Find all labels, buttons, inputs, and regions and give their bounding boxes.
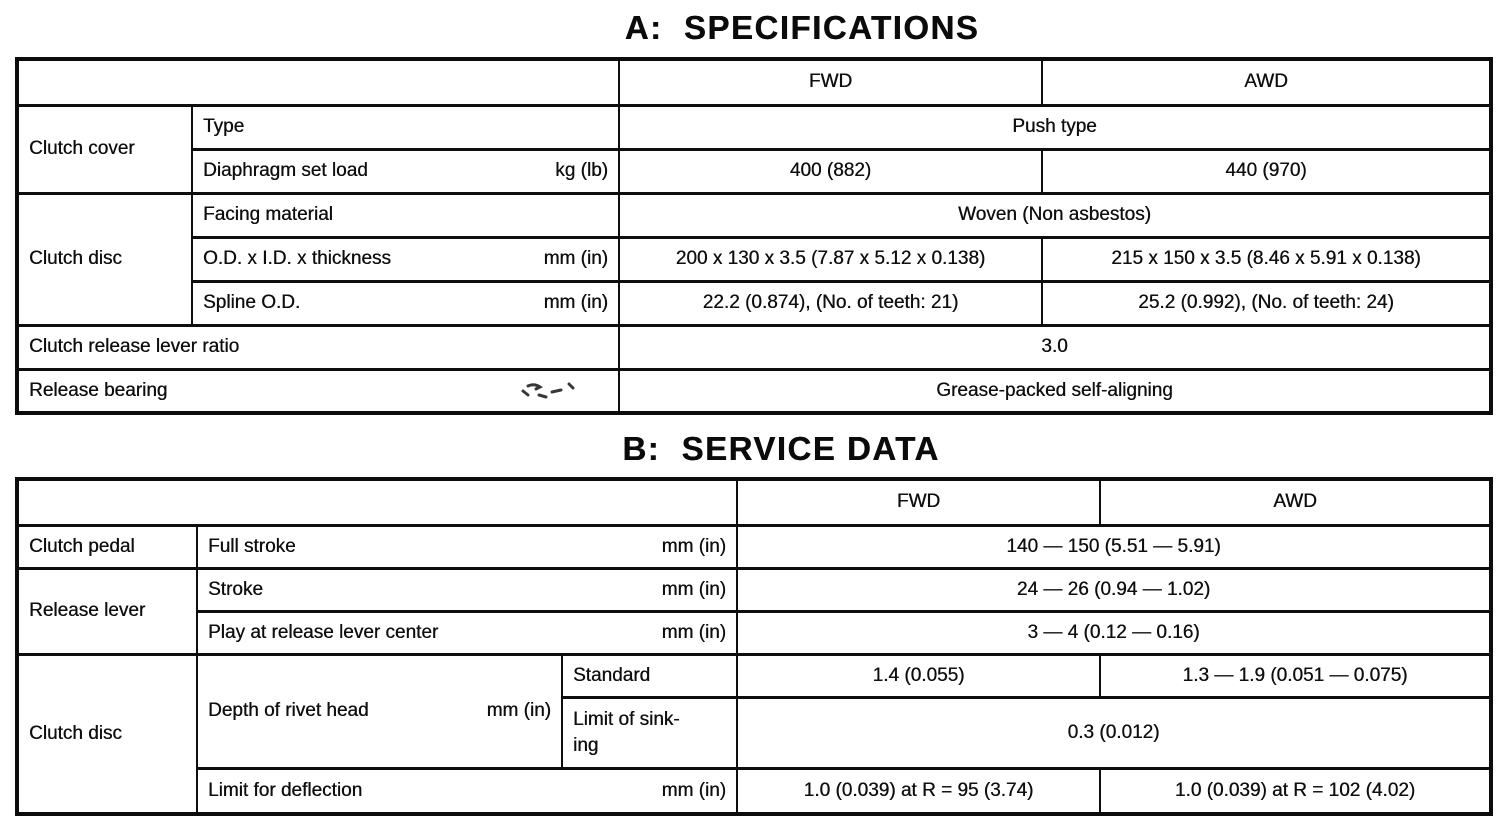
spec-spline-awd-value: 25.2 (0.992), (No. of teeth: 24) [1042,281,1491,325]
spec-spline-label-cell [192,281,619,325]
table-row [17,149,1491,193]
service-full-stroke-label-cell [197,525,737,568]
service-stroke-unit: mm (in) [661,578,727,600]
spec-header-fwd: FWD [619,59,1042,105]
service-header-blank-cell [17,479,737,525]
spec-group-clutch-disc: Clutch disc [17,193,192,325]
spec-diaphragm-label: Diaphragm set load [203,160,368,181]
service-full-stroke-unit: mm (in) [661,535,727,557]
service-stroke-value: 24 — 26 (0.94 — 1.02) [737,568,1491,611]
service-rivet-standard-awd-value: 1.3 — 1.9 (0.051 — 0.075) [1100,654,1491,697]
table-row [17,611,1491,654]
table-row [17,237,1491,281]
service-rivet-depth-unit: mm (in) [486,700,551,721]
service-data-table [15,477,1493,816]
service-deflection-label: Limit for deflection [208,779,363,801]
service-deflection-awd-value: 1.0 (0.039) at R = 102 (4.02) [1100,768,1491,814]
service-deflection-unit: mm (in) [661,779,727,801]
service-play-label: Play at release lever center [208,621,439,643]
service-play-label-cell [197,611,737,654]
spec-od-label: O.D. x I.D. x thickness [203,248,391,269]
specifications-table [15,57,1493,415]
spec-diaphragm-fwd-value: 400 (882) [619,149,1042,193]
service-rivet-sinking-label-line2: ing [573,734,599,756]
spec-release-bearing-label-cell [17,369,619,413]
spec-lever-ratio-value: 3.0 [619,325,1491,369]
spec-diaphragm-unit: kg (lb) [555,160,608,181]
service-full-stroke-value: 140 — 150 (5.51 — 5.91) [737,525,1491,568]
spec-od-label-cell [192,237,619,281]
table-row [17,525,1491,568]
service-group-clutch-pedal: Clutch pedal [17,525,197,568]
service-stroke-label: Stroke [208,578,263,600]
table-row [17,568,1491,611]
table-row [17,479,1491,525]
spec-facing-label: Facing material [192,193,619,237]
service-group-clutch-disc: Clutch disc [17,654,197,814]
service-deflection-label-cell [197,768,737,814]
service-deflection-fwd-value: 1.0 (0.039) at R = 95 (3.74) [737,768,1100,814]
service-rivet-standard-label: Standard [562,654,737,697]
service-rivet-sinking-label-cell [562,697,737,768]
table-row [17,369,1491,413]
table-row [17,654,1491,697]
service-play-unit: mm (in) [661,621,727,643]
spec-group-clutch-cover: Clutch cover [17,105,192,193]
table-row [17,768,1491,814]
spec-header-blank-cell [17,59,619,105]
service-rivet-depth-label: Depth of rivet head [208,700,369,721]
scan-smudge-mark [519,378,583,404]
spec-spline-fwd-value: 22.2 (0.874), (No. of teeth: 21) [619,281,1042,325]
service-stroke-label-cell [197,568,737,611]
spec-type-value: Push type [619,105,1491,149]
service-rivet-sinking-value: 0.3 (0.012) [737,697,1491,768]
table-row [17,105,1491,149]
section-b-title: B: SERVICE DATA [622,430,940,467]
spec-lever-ratio-label: Clutch release lever ratio [17,325,619,369]
spec-release-bearing-value: Grease-packed self-aligning [619,369,1491,413]
service-rivet-sinking-label-line1: Limit of sink- [573,708,680,730]
spec-od-unit: mm (in) [543,248,608,269]
spec-od-awd-value: 215 x 150 x 3.5 (8.46 x 5.91 x 0.138) [1042,237,1491,281]
service-header-awd: AWD [1100,479,1491,525]
service-full-stroke-label: Full stroke [208,535,296,557]
service-play-value: 3 — 4 (0.12 — 0.16) [737,611,1491,654]
table-row [17,193,1491,237]
spec-spline-label: Spline O.D. [203,292,301,313]
spec-spline-unit: mm (in) [543,292,608,313]
table-row [17,325,1491,369]
service-rivet-standard-fwd-value: 1.4 (0.055) [737,654,1100,697]
spec-od-fwd-value: 200 x 130 x 3.5 (7.87 x 5.12 x 0.138) [619,237,1042,281]
spec-facing-value: Woven (Non asbestos) [619,193,1491,237]
service-group-release-lever: Release lever [17,568,197,654]
spec-release-bearing-label: Release bearing [29,379,168,401]
table-row [17,281,1491,325]
service-rivet-depth-label-cell [197,654,562,768]
service-header-fwd: FWD [737,479,1100,525]
spec-header-awd: AWD [1042,59,1491,105]
section-a-title: A: SPECIFICATIONS [624,9,980,46]
spec-type-label: Type [192,105,619,149]
spec-diaphragm-label-cell [192,149,619,193]
table-row [17,59,1491,105]
spec-diaphragm-awd-value: 440 (970) [1042,149,1491,193]
